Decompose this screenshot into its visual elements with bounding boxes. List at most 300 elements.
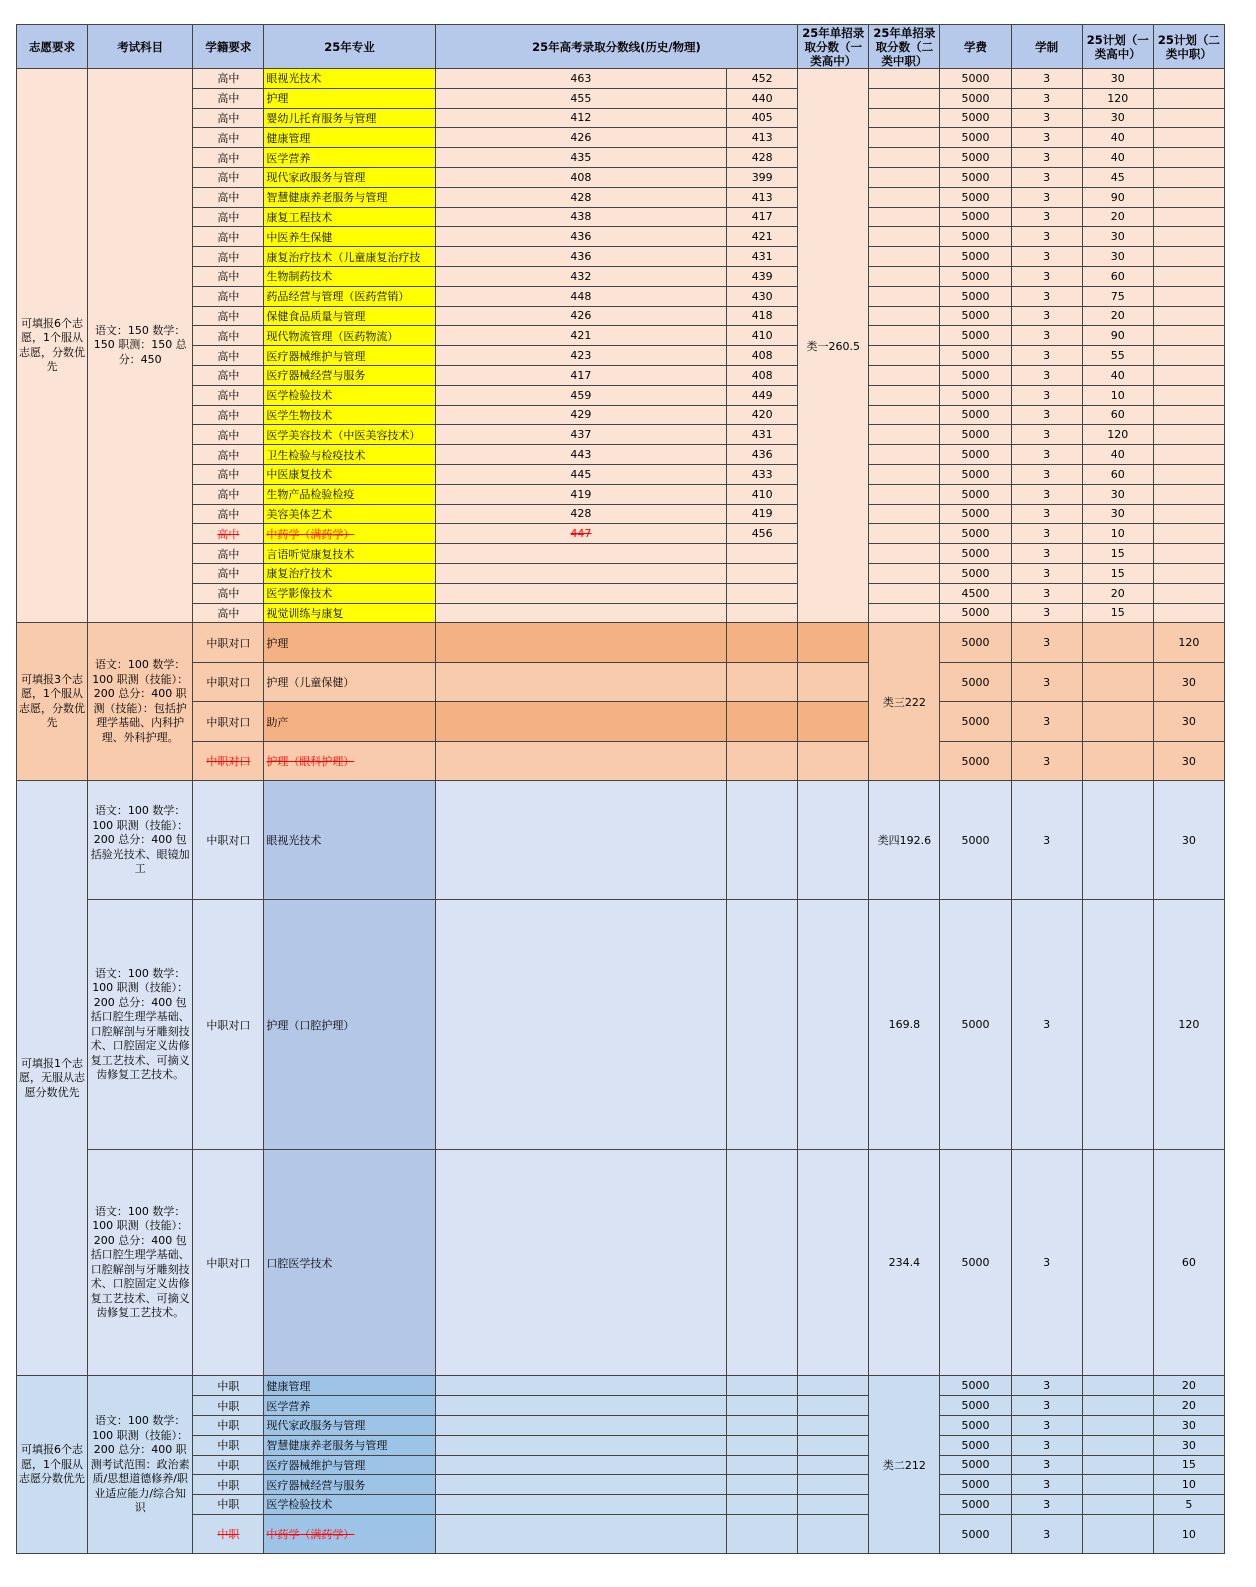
status-cell: 高中 [193, 504, 264, 524]
major-cell: 视觉训练与康复 [264, 603, 435, 623]
plan1-cell: 30 [1082, 504, 1153, 524]
major-cell: 现代家政服务与管理 [264, 1415, 435, 1435]
score-history [435, 1396, 726, 1416]
fee-cell: 5000 [940, 1435, 1011, 1455]
table-row [17, 702, 1225, 742]
plan1-cell: 10 [1082, 385, 1153, 405]
plan2-cell: 30 [1153, 741, 1224, 781]
plan2-cell [1153, 405, 1224, 425]
years-cell: 3 [1011, 1376, 1082, 1396]
single-score-2 [869, 266, 940, 286]
status-cell: 中职 [193, 1475, 264, 1495]
score-history: 438 [435, 207, 726, 227]
score-physics [727, 1376, 798, 1396]
score-physics [727, 583, 798, 603]
plan2-cell [1153, 227, 1224, 247]
status-cell: 高中 [193, 524, 264, 544]
plan1-cell: 40 [1082, 128, 1153, 148]
score-history: 426 [435, 306, 726, 326]
single-score-1 [798, 1415, 869, 1435]
years-cell: 3 [1011, 623, 1082, 663]
plan2-cell: 30 [1153, 1415, 1224, 1435]
status-cell: 高中 [193, 286, 264, 306]
score-physics [727, 1396, 798, 1416]
single-score-2: 类三222 [869, 623, 940, 781]
years-cell: 3 [1011, 326, 1082, 346]
score-history [435, 900, 726, 1150]
plan1-cell: 40 [1082, 148, 1153, 168]
years-cell: 3 [1011, 88, 1082, 108]
score-history [435, 1415, 726, 1435]
major-cell: 药品经营与管理（医药营销） [264, 286, 435, 306]
table-row [17, 167, 1225, 187]
fee-cell: 5000 [940, 128, 1011, 148]
exam-subjects: 语文：100 数学：100 职测（技能）：200 总分：400 包括验光技术、眼镜加工 [88, 781, 193, 900]
major-cell: 眼视光技术 [264, 781, 435, 900]
score-physics [727, 1475, 798, 1495]
years-cell: 3 [1011, 405, 1082, 425]
score-physics: 440 [727, 88, 798, 108]
plan2-cell [1153, 603, 1224, 623]
table-row [17, 1514, 1225, 1554]
score-history: 436 [435, 247, 726, 267]
fee-cell: 5000 [940, 326, 1011, 346]
table-row [17, 148, 1225, 168]
years-cell: 3 [1011, 603, 1082, 623]
single-score-2: 169.8 [869, 900, 940, 1150]
years-cell: 3 [1011, 484, 1082, 504]
single-score-2 [869, 108, 940, 128]
single-score-2 [869, 464, 940, 484]
years-cell: 3 [1011, 108, 1082, 128]
plan2-cell [1153, 326, 1224, 346]
score-physics: 419 [727, 504, 798, 524]
fee-cell: 5000 [940, 1475, 1011, 1495]
status-cell: 中职对口 [193, 1150, 264, 1376]
single-score-2 [869, 148, 940, 168]
status-cell: 中职对口 [193, 662, 264, 702]
plan2-cell: 10 [1153, 1475, 1224, 1495]
score-physics [727, 563, 798, 583]
table-row [17, 504, 1225, 524]
score-history: 426 [435, 128, 726, 148]
major-cell: 美容美体艺术 [264, 504, 435, 524]
status-cell: 高中 [193, 583, 264, 603]
score-history: 428 [435, 504, 726, 524]
plan1-cell [1082, 1475, 1153, 1495]
single-score-2 [869, 187, 940, 207]
status-cell: 中职 [193, 1415, 264, 1435]
plan1-cell: 90 [1082, 326, 1153, 346]
major-cell: 医学检验技术 [264, 385, 435, 405]
wish-requirement: 可填报6个志愿，1个服从志愿，分数优先 [17, 69, 88, 623]
single-score-2 [869, 405, 940, 425]
major-cell: 保健食品质量与管理 [264, 306, 435, 326]
major-cell: 医学生物技术 [264, 405, 435, 425]
single-score-2 [869, 445, 940, 465]
table-row [17, 1435, 1225, 1455]
major-cell: 医学营养 [264, 1396, 435, 1416]
score-history [435, 1475, 726, 1495]
major-cell: 护理（儿童保健） [264, 662, 435, 702]
score-history [435, 1435, 726, 1455]
major-cell: 医疗器械维护与管理 [264, 1455, 435, 1475]
fee-cell: 5000 [940, 464, 1011, 484]
table-row [17, 1396, 1225, 1416]
single-score-1 [798, 662, 869, 702]
plan1-cell [1082, 1495, 1153, 1515]
score-history [435, 544, 726, 564]
score-physics [727, 702, 798, 742]
status-cell: 中职 [193, 1376, 264, 1396]
score-physics: 431 [727, 425, 798, 445]
table-row [17, 563, 1225, 583]
single-score-2 [869, 247, 940, 267]
score-history: 463 [435, 69, 726, 89]
status-cell: 中职 [193, 1495, 264, 1515]
plan1-cell [1082, 1396, 1153, 1416]
years-cell: 3 [1011, 227, 1082, 247]
score-history [435, 1514, 726, 1554]
single-score-2 [869, 425, 940, 445]
table-row [17, 1475, 1225, 1495]
score-history [435, 583, 726, 603]
header-major: 25年专业 [264, 25, 435, 69]
years-cell: 3 [1011, 583, 1082, 603]
exam-subjects: 语文：150 数学：150 职测：150 总分：450 [88, 69, 193, 623]
status-cell: 高中 [193, 227, 264, 247]
plan1-cell: 90 [1082, 187, 1153, 207]
wish-requirement: 可填报1个志愿，无服从志愿分数优先 [17, 781, 88, 1376]
plan2-cell [1153, 583, 1224, 603]
fee-cell: 5000 [940, 524, 1011, 544]
score-history: 429 [435, 405, 726, 425]
major-cell: 现代物流管理（医药物流） [264, 326, 435, 346]
plan2-cell: 30 [1153, 1435, 1224, 1455]
score-history [435, 662, 726, 702]
score-physics: 456 [727, 524, 798, 544]
plan1-cell: 15 [1082, 563, 1153, 583]
years-cell: 3 [1011, 741, 1082, 781]
years-cell: 3 [1011, 662, 1082, 702]
admissions-table [16, 24, 1225, 1554]
table-row [17, 1455, 1225, 1475]
plan1-cell: 75 [1082, 286, 1153, 306]
header-status: 学籍要求 [193, 25, 264, 69]
plan2-cell [1153, 286, 1224, 306]
score-physics [727, 900, 798, 1150]
score-physics: 436 [727, 445, 798, 465]
plan1-cell [1082, 781, 1153, 900]
fee-cell: 5000 [940, 702, 1011, 742]
single-score-1 [798, 781, 869, 900]
major-cell: 护理 [264, 88, 435, 108]
major-cell: 康复治疗技术（儿童康复治疗技 [264, 247, 435, 267]
plan1-cell [1082, 1514, 1153, 1554]
major-cell: 智慧健康养老服务与管理 [264, 187, 435, 207]
table-row [17, 781, 1225, 900]
plan1-cell: 30 [1082, 108, 1153, 128]
score-history: 447 [435, 524, 726, 544]
years-cell: 3 [1011, 148, 1082, 168]
major-cell: 医疗器械经营与服务 [264, 1475, 435, 1495]
years-cell: 3 [1011, 365, 1082, 385]
plan2-cell [1153, 148, 1224, 168]
plan2-cell [1153, 563, 1224, 583]
plan1-cell: 30 [1082, 227, 1153, 247]
fee-cell: 5000 [940, 187, 1011, 207]
status-cell: 高中 [193, 464, 264, 484]
major-cell: 口腔医学技术 [264, 1150, 435, 1376]
fee-cell: 5000 [940, 662, 1011, 702]
score-physics [727, 1415, 798, 1435]
single-score-2 [869, 227, 940, 247]
years-cell: 3 [1011, 900, 1082, 1150]
plan2-cell [1153, 425, 1224, 445]
plan2-cell [1153, 484, 1224, 504]
table-row [17, 346, 1225, 366]
status-cell: 中职 [193, 1435, 264, 1455]
table-row [17, 88, 1225, 108]
plan2-cell [1153, 266, 1224, 286]
single-score-2 [869, 306, 940, 326]
fee-cell: 5000 [940, 563, 1011, 583]
fee-cell: 5000 [940, 544, 1011, 564]
plan1-cell: 15 [1082, 544, 1153, 564]
table-row [17, 445, 1225, 465]
header-plan2: 25计划（二类中职） [1153, 25, 1224, 69]
score-physics [727, 603, 798, 623]
single-score-1 [798, 1150, 869, 1376]
header-score: 25年高考录取分数线(历史/物理) [435, 25, 798, 69]
fee-cell: 5000 [940, 286, 1011, 306]
single-score-1 [798, 1514, 869, 1554]
single-score-2 [869, 326, 940, 346]
single-score-2: 类二212 [869, 1376, 940, 1554]
single-score-1 [798, 1475, 869, 1495]
single-score-1 [798, 702, 869, 742]
plan1-cell [1082, 662, 1153, 702]
plan2-cell [1153, 207, 1224, 227]
status-cell: 高中 [193, 484, 264, 504]
years-cell: 3 [1011, 1475, 1082, 1495]
major-cell: 生物制药技术 [264, 266, 435, 286]
score-physics [727, 623, 798, 663]
status-cell: 高中 [193, 346, 264, 366]
plan2-cell: 30 [1153, 662, 1224, 702]
score-physics: 410 [727, 326, 798, 346]
score-history [435, 781, 726, 900]
score-history: 435 [435, 148, 726, 168]
score-physics: 433 [727, 464, 798, 484]
score-physics: 418 [727, 306, 798, 326]
score-physics [727, 1150, 798, 1376]
status-cell: 高中 [193, 544, 264, 564]
score-history: 412 [435, 108, 726, 128]
table-row [17, 544, 1225, 564]
major-cell: 健康管理 [264, 1376, 435, 1396]
fee-cell: 5000 [940, 900, 1011, 1150]
score-physics [727, 781, 798, 900]
score-physics [727, 1435, 798, 1455]
single-score-1 [798, 741, 869, 781]
status-cell: 高中 [193, 603, 264, 623]
single-score-2 [869, 365, 940, 385]
plan2-cell [1153, 69, 1224, 89]
score-physics [727, 741, 798, 781]
plan1-cell [1082, 1415, 1153, 1435]
single-score-2: 234.4 [869, 1150, 940, 1376]
fee-cell: 5000 [940, 1376, 1011, 1396]
score-history: 419 [435, 484, 726, 504]
plan1-cell: 60 [1082, 405, 1153, 425]
status-cell: 高中 [193, 128, 264, 148]
major-cell: 医学影像技术 [264, 583, 435, 603]
table-row [17, 464, 1225, 484]
major-cell: 智慧健康养老服务与管理 [264, 1435, 435, 1455]
years-cell: 3 [1011, 702, 1082, 742]
years-cell: 3 [1011, 1415, 1082, 1435]
table-row [17, 266, 1225, 286]
table-row [17, 484, 1225, 504]
fee-cell: 5000 [940, 365, 1011, 385]
major-cell: 医疗器械经营与服务 [264, 365, 435, 385]
table-row [17, 1495, 1225, 1515]
years-cell: 3 [1011, 167, 1082, 187]
score-physics: 420 [727, 405, 798, 425]
plan1-cell: 15 [1082, 603, 1153, 623]
status-cell: 高中 [193, 148, 264, 168]
wish-requirement: 可填报6个志愿，1个服从志愿分数优先 [17, 1376, 88, 1554]
table-row [17, 365, 1225, 385]
score-history: 437 [435, 425, 726, 445]
score-physics: 452 [727, 69, 798, 89]
status-cell: 高中 [193, 247, 264, 267]
years-cell: 3 [1011, 1435, 1082, 1455]
exam-subjects: 语文：100 数学：100 职测（技能）：200 总分：400 职测（技能）：包括护理学基础、内科护理、外科护理。 [88, 623, 193, 781]
score-physics: 399 [727, 167, 798, 187]
single-score-1 [798, 900, 869, 1150]
major-cell: 助产 [264, 702, 435, 742]
single-score-1 [798, 1396, 869, 1416]
years-cell: 3 [1011, 445, 1082, 465]
plan2-cell: 120 [1153, 623, 1224, 663]
single-score-2 [869, 583, 940, 603]
header-single2: 25年单招录取分数（二类中职） [869, 25, 940, 69]
fee-cell: 5000 [940, 1150, 1011, 1376]
plan1-cell [1082, 1150, 1153, 1376]
years-cell: 3 [1011, 266, 1082, 286]
plan1-cell: 60 [1082, 266, 1153, 286]
single-score-2 [869, 88, 940, 108]
score-physics: 421 [727, 227, 798, 247]
plan1-cell: 40 [1082, 445, 1153, 465]
status-cell: 高中 [193, 385, 264, 405]
score-history [435, 702, 726, 742]
years-cell: 3 [1011, 1150, 1082, 1376]
plan2-cell [1153, 167, 1224, 187]
single-score-2 [869, 385, 940, 405]
single-score-2 [869, 484, 940, 504]
major-cell: 护理（眼科护理） [264, 741, 435, 781]
table-row [17, 227, 1225, 247]
major-cell: 中药学（满药学） [264, 1514, 435, 1554]
header-wish: 志愿要求 [17, 25, 88, 69]
fee-cell: 5000 [940, 1455, 1011, 1475]
plan2-cell: 15 [1153, 1455, 1224, 1475]
years-cell: 3 [1011, 187, 1082, 207]
plan1-cell [1082, 1455, 1153, 1475]
score-history: 459 [435, 385, 726, 405]
score-physics: 439 [727, 266, 798, 286]
major-cell: 卫生检验与检疫技术 [264, 445, 435, 465]
years-cell: 3 [1011, 247, 1082, 267]
years-cell: 3 [1011, 385, 1082, 405]
score-physics: 408 [727, 346, 798, 366]
score-history: 455 [435, 88, 726, 108]
status-cell: 高中 [193, 365, 264, 385]
score-physics: 413 [727, 187, 798, 207]
major-cell: 言语听觉康复技术 [264, 544, 435, 564]
fee-cell: 4500 [940, 583, 1011, 603]
table-row [17, 286, 1225, 306]
header-subjects: 考试科目 [88, 25, 193, 69]
major-cell: 眼视光技术 [264, 69, 435, 89]
table-row [17, 425, 1225, 445]
plan1-cell: 30 [1082, 247, 1153, 267]
fee-cell: 5000 [940, 741, 1011, 781]
score-history: 443 [435, 445, 726, 465]
single-score-1 [798, 623, 869, 663]
score-history: 436 [435, 227, 726, 247]
score-physics: 430 [727, 286, 798, 306]
single-score-2 [869, 286, 940, 306]
plan2-cell: 120 [1153, 900, 1224, 1150]
header-years: 学制 [1011, 25, 1082, 69]
table-row [17, 623, 1225, 663]
fee-cell: 5000 [940, 148, 1011, 168]
plan2-cell: 30 [1153, 702, 1224, 742]
major-cell: 护理 [264, 623, 435, 663]
fee-cell: 5000 [940, 88, 1011, 108]
years-cell: 3 [1011, 286, 1082, 306]
score-history [435, 1376, 726, 1396]
score-history [435, 623, 726, 663]
status-cell: 高中 [193, 266, 264, 286]
major-cell: 医学营养 [264, 148, 435, 168]
status-cell: 高中 [193, 88, 264, 108]
plan1-cell: 30 [1082, 69, 1153, 89]
wish-requirement: 可填报3个志愿，1个服从志愿，分数优先 [17, 623, 88, 781]
plan1-cell [1082, 900, 1153, 1150]
fee-cell: 5000 [940, 623, 1011, 663]
status-cell: 高中 [193, 187, 264, 207]
plan2-cell: 20 [1153, 1376, 1224, 1396]
fee-cell: 5000 [940, 781, 1011, 900]
status-cell: 高中 [193, 167, 264, 187]
status-cell: 高中 [193, 326, 264, 346]
fee-cell: 5000 [940, 603, 1011, 623]
years-cell: 3 [1011, 207, 1082, 227]
status-cell: 中职 [193, 1455, 264, 1475]
single-score-2 [869, 167, 940, 187]
major-cell: 护理（口腔护理） [264, 900, 435, 1150]
fee-cell: 5000 [940, 484, 1011, 504]
major-cell: 中医养生保健 [264, 227, 435, 247]
plan2-cell: 60 [1153, 1150, 1224, 1376]
single-score-2 [869, 69, 940, 89]
score-history: 428 [435, 187, 726, 207]
